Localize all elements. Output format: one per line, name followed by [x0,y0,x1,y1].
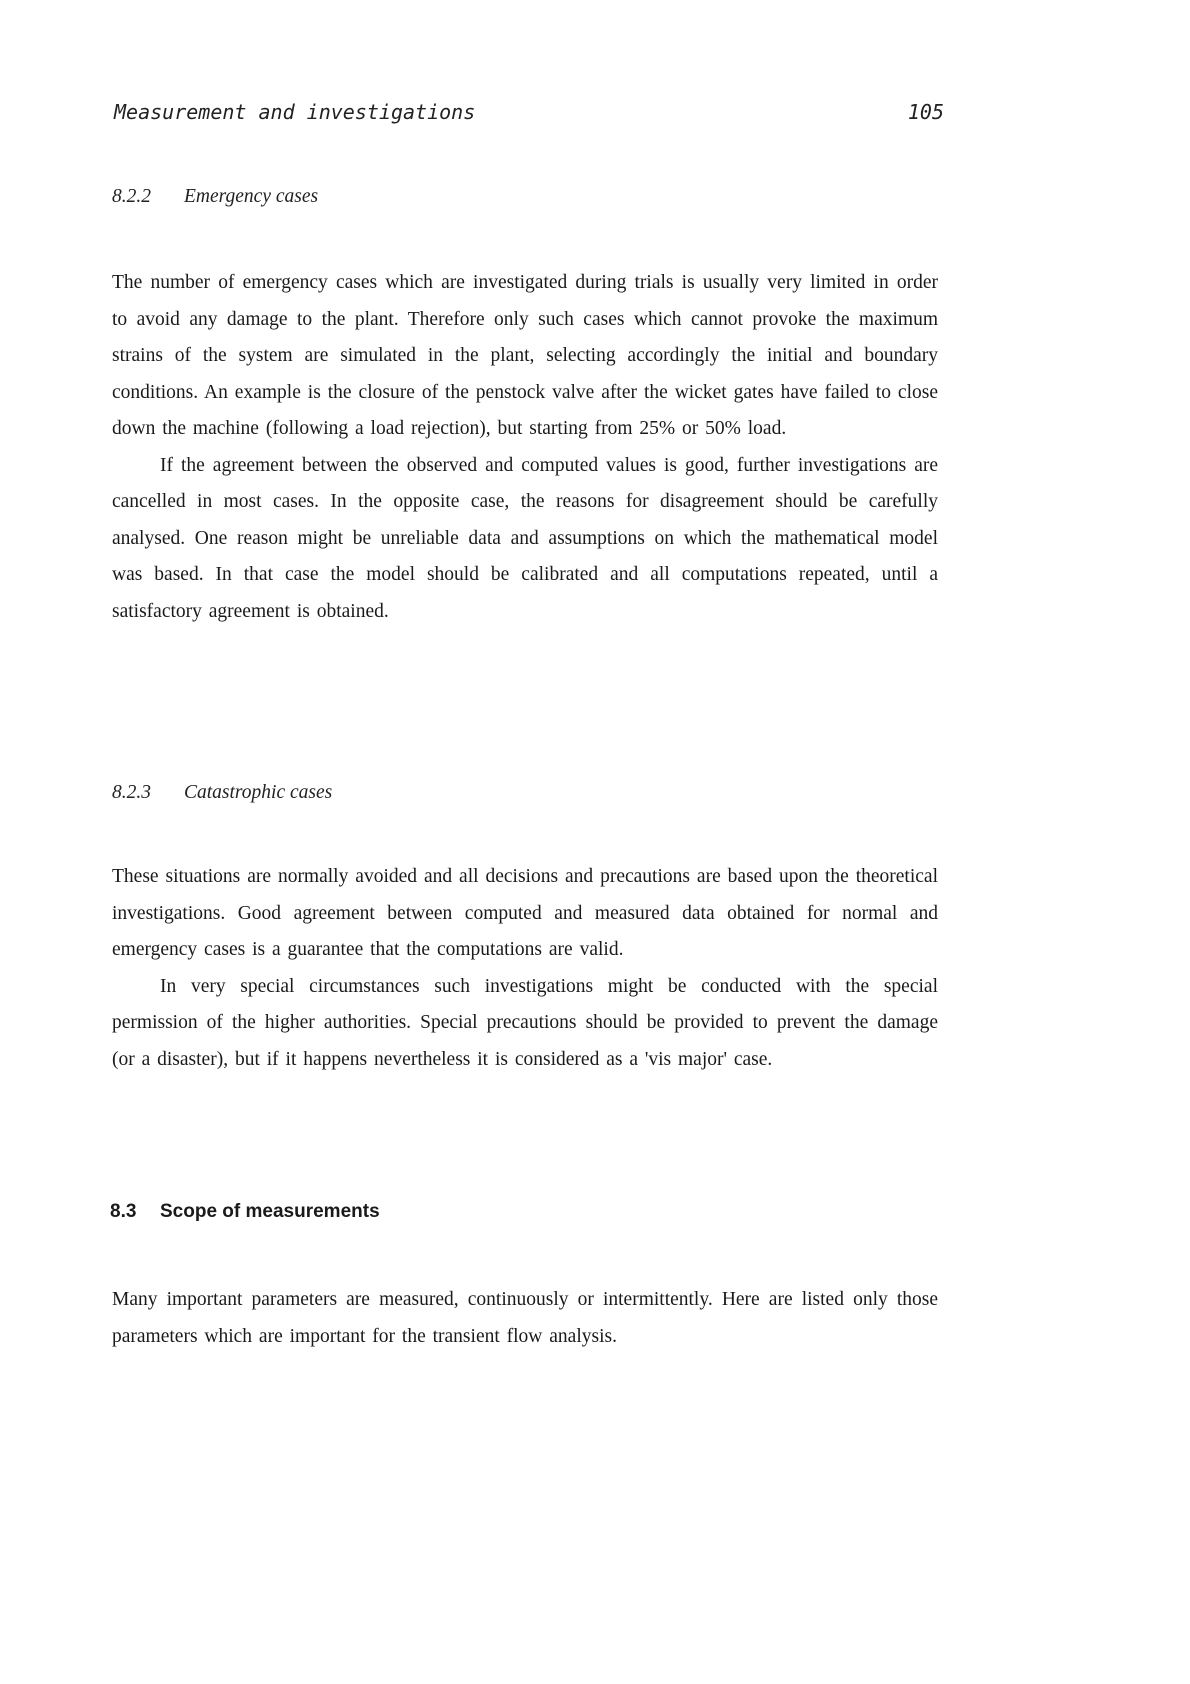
section-body-8-3 [112,1282,938,1355]
section-body-8-2-3 [112,859,938,1078]
section-heading-8-2-2 [112,186,318,208]
running-head [114,100,944,130]
section-title: Catastrophic cases [184,782,333,803]
section-heading-8-2-3 [112,782,332,804]
section-number: 8.3 [110,1201,137,1222]
section-heading-8-3 [110,1201,380,1223]
paragraph: If the agreement between the observed and computed values is good, further investigations are cancelled in most cases. In the opposite case, the reasons for disagreement should be carefully analysed. One reason might be unreliable data and assumptions on which the mathematical model was based. In that case the model should be calibrated and all computations repeated, until a satisfactory agreement is obtained. [112,454,938,622]
section-title: Scope of measurements [160,1201,380,1222]
paragraph: In very special circumstances such investigations might be conducted with the special permission of the higher authorities. Special precautions should be provided to prevent the damage (or a disaster), but if it happens nevertheless it is considered as a 'vis major' case. [112,975,938,1070]
section-body-8-2-2 [112,265,938,630]
paragraph: The number of emergency cases which are investigated during trials is usually very limited in order to avoid any damage to the plant. Therefore only such cases which cannot provoke the maximum strains of the system are simulated in the plant, selecting accordingly the initial and boundary conditions. An example is the closure of the penstock valve after the wicket gates have failed to close down the machine (following a load rejection), but starting from 25% or 50% load. [112,272,938,439]
page-number: 105 [907,100,944,124]
section-number: 8.2.3 [112,782,151,803]
section-title: Emergency cases [184,186,319,207]
paragraph: These situations are normally avoided and all decisions and precautions are based upon the theoretical investigations. Good agreement between computed and measured data obtained for normal and emergency cases is a guarantee that the computations are valid. [112,866,938,960]
paragraph: Many important parameters are measured, continuously or intermittently. Here are listed only those parameters which are important for the transient flow analysis. [112,1289,938,1347]
running-head-title: Measurement and investigations [114,100,476,124]
section-number: 8.2.2 [112,186,151,207]
